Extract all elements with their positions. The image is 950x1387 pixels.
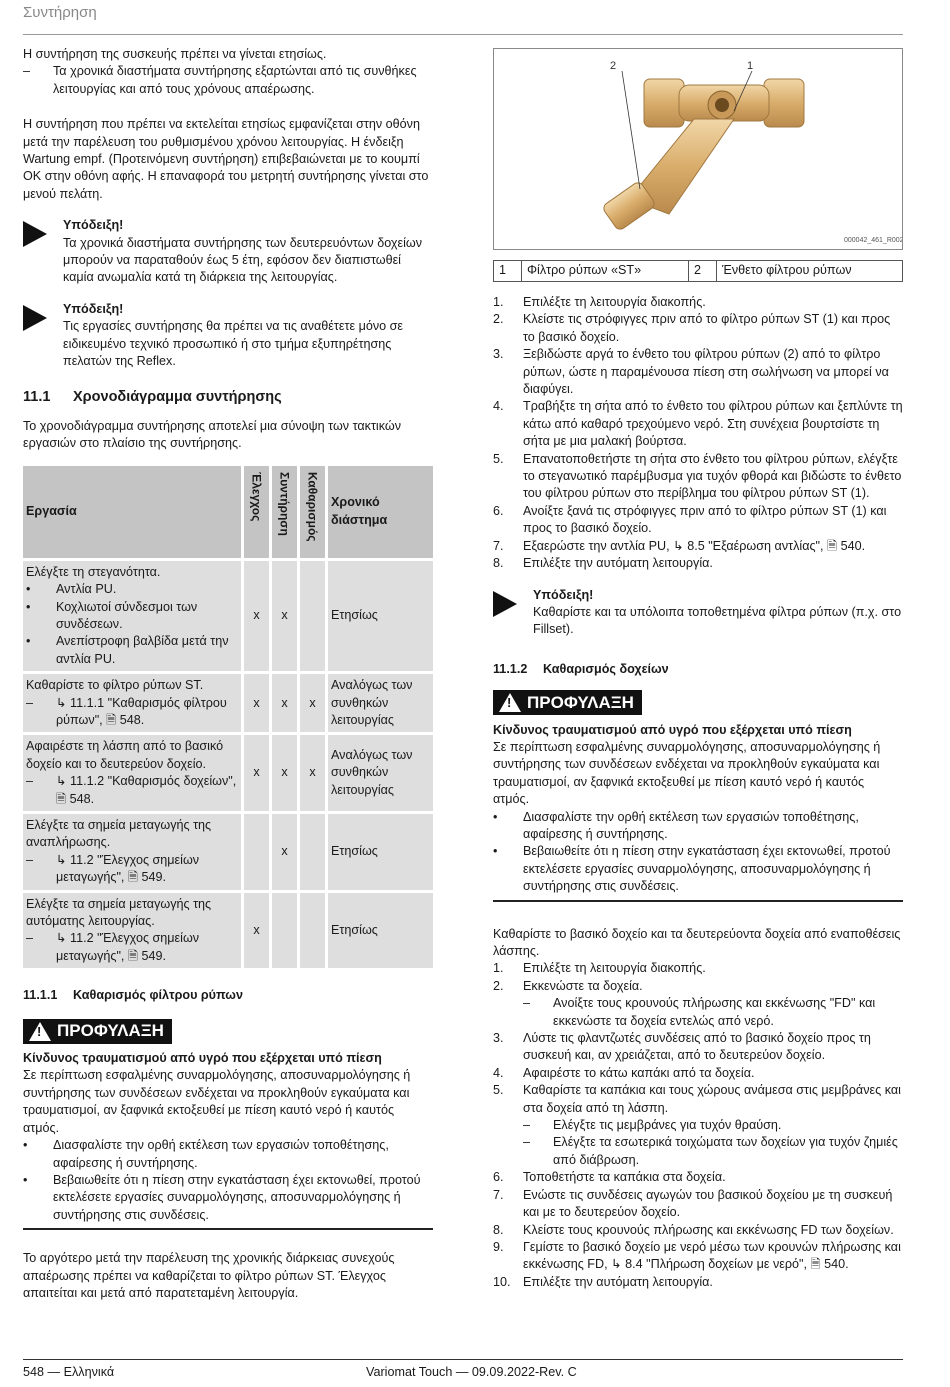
strainer-figure — [493, 48, 903, 250]
step-item: 1. Επιλέξτε τη λειτουργία διακοπής. — [493, 295, 706, 309]
warning-box: ! ΠΡΟΦΥΛΑΞΗ Κίνδυνος τραυματισμού από υγρό που εξέρχεται υπό πίεση Σε περίπτωση εσφαλμένης συναρμολόγησης, αποσυναρμολόγησης ή συντήρησης των συνδέσεων ενδέχεται να προκληθούν εγκαύματα και τραυματισμοί, αν ξαφνικά εκτοξευθεί με πίεση καυτό νερό ή καυτός ατμός. • Διασφαλίστε την ορθή εκτέλεση των εργασιών τοποθέτησης, αφαίρεσης ή συντήρησης. • Βεβαιωθείτε ότι η πίεση στην εγκατάσταση έχει εκτονωθεί, προτού εκτελέσετε εργασίες συναρμολόγησης, αποσυναρμολόγησης ή συντήρησης στις συνδέσεις. — [493, 690, 903, 901]
note-arrow-icon — [493, 587, 533, 639]
cross-reference-link[interactable]: Γεμίστε το βασικό δοχείο με νερό μέσω των κρουνών πλήρωσης και εκκένωσης FD, ↳ 8.4 "Πλήρωση δοχείων με νερό", 🗎 540. — [523, 1239, 901, 1272]
th-maintenance: Συντήρηση — [277, 471, 292, 536]
note-arrow-icon — [23, 301, 63, 371]
schedule-intro: Το χρονοδιάγραμμα συντήρησης αποτελεί μια σύνοψη των τακτικών εργασιών στο πλαίσιο της συντήρησης. — [23, 418, 401, 451]
heading-11-1-1: 11.1.1 Καθαρισμός φίλτρου ρύπων — [23, 988, 243, 1003]
warning-badge: ! ΠΡΟΦΥΛΑΞΗ — [493, 690, 642, 715]
section-header: Συντήρηση — [23, 4, 97, 21]
intro-paragraph: Η συντήρηση της συσκευής πρέπει να γίνεται ετησίως. — [23, 47, 327, 61]
table-row: Αφαιρέστε τη λάσπη από το βασικό δοχείο και το δευτερεύον δοχείο. – ↳ 11.1.2 "Καθαρισμός δοχείων", 🗎 548. x x x Αναλόγως των συνθηκών λειτουργίας — [23, 735, 433, 811]
right-column — [493, 46, 903, 1291]
figure-legend: 1 Φίλτρο ρύπων «ST» 2 Ένθετο φίλτρου ρύπων — [493, 260, 903, 282]
intro-dash-item: – Τα χρονικά διαστήματα συντήρησης εξαρτώνται από τις συνθήκες λειτουργίας και από τους χρόνους απαέρωσης. — [23, 64, 417, 96]
footer-divider — [23, 1359, 903, 1360]
footer-doc: Variomat Touch — 09.09.2022-Rev. C — [366, 1365, 577, 1379]
figure-label-1: 1 — [747, 60, 754, 72]
filter-paragraph: Το αργότερο μετά την παρέλευση της χρονικής διάρκειας συνεχούς απαέρωσης πρέπει να καθαρίζεται το φίλτρο ρύπων ST. Έλεγχος απαιτείται και μετά από παρατεταμένη λειτουργία. — [23, 1251, 395, 1300]
heading-11-1-2: 11.1.2 Καθαρισμός δοχείων — [493, 661, 669, 676]
cross-reference-link[interactable]: ↳ 11.1.2 "Καθαρισμός δοχείων", 🗎 548. — [56, 774, 237, 806]
vessels-paragraph: Καθαρίστε το βασικό δοχείο και τα δευτερεύοντα δοχεία από εναποθέσεις λάσπης. — [493, 926, 901, 958]
heading-11-1: 11.1 Χρονοδιάγραμμα συντήρησης — [23, 388, 282, 405]
strainer-illustration — [494, 49, 902, 249]
figure-code: 000042_461_R002 — [844, 237, 902, 244]
th-check: Έλεγχος — [249, 471, 264, 522]
warning-badge: ! ΠΡΟΦΥΛΑΞΗ — [23, 1019, 172, 1044]
header-divider — [23, 34, 903, 35]
note-arrow-icon — [23, 217, 63, 287]
cross-reference-link[interactable]: ↳ 11.2 "Έλεγχος σημείων μεταγωγής", 🗎 549. — [56, 931, 200, 963]
step-item: 5. Επανατοποθετήστε τη σήτα στο ένθετο του φίλτρου ρύπων, ελέγξτε το στεγανωτικό παρέμβυσμα για τυχόν φθορά και βιδώστε το ένθετο του φίλτρου ρύπων στο περίβλημα του φίλτρου ρύπων ST (1). — [493, 451, 902, 501]
maintenance-paragraph: Η συντήρηση που πρέπει να εκτελείται ετησίως εμφανίζεται στην οθόνη μετά την παρέλευση του ρυθμισμένου χρόνου λειτουργίας. Η ένδειξη Wartung empf. (Προτεινόμενη συντήρηση) επιβεβαιώνεται με το κουμπί OK στην οθόνη αφής. Η επαναφορά του μετρητή συντήρησης γίνεται στο μενού πελάτη. — [23, 117, 429, 201]
warning-box: ! ΠΡΟΦΥΛΑΞΗ Κίνδυνος τραυματισμού από υγρό που εξέρχεται υπό πίεση Σε περίπτωση εσφαλμένης συναρμολόγησης, αποσυναρμολόγησης ή συντήρησης των συνδέσεων ενδέχεται να προκληθούν εγκαύματα και τραυματισμοί, αν ξαφνικά εκτοξευθεί με πίεση καυτό νερό ή καυτός ατμός. • Διασφαλίστε την ορθή εκτέλεση των εργασιών τοποθέτησης, αφαίρεσης ή συντήρησης. • Βεβαιωθείτε ότι η πίεση στην εγκατάσταση έχει εκτονωθεί, προτού εκτελέσετε εργασίες συναρμολόγησης, αποσυναρμολόγησης ή συντήρησης στις συνδέσεις. — [23, 1019, 433, 1230]
table-row: Καθαρίστε το φίλτρο ρύπων ST. – ↳ 11.1.1 "Καθαρισμός φίλτρου ρύπων", 🗎 548. x x x Αναλόγως των συνθηκών λειτουργίας — [23, 674, 433, 732]
left-column — [23, 46, 433, 1302]
warning-icon: ! — [29, 1022, 51, 1041]
vessel-steps: 1. Επιλέξτε τη λειτουργία διακοπής. 2. Εκκενώστε τα δοχεία. – Ανοίξτε τους κρουνούς πλήρωσης και εκκένωσης "FD" και εκκενώστε τα δοχεία εντελώς από νερό. 3. Λύστε τις φλαντζωτές συνδέσεις από το βασικό δοχείο προς τη συσκευή και, αν χρειάζεται, από το δευτερεύον δοχείο. 4. Αφαιρέστε το κάτω καπάκι από τα δοχεία. 5. Καθαρίστε τα καπάκια και τους χώρους ανάμεσα στις μεμβράνες και στα δοχεία από τη λάσπη. – Ελέγξτε τις μεμβράνες για τυχόν θραύση. – Ελέγξτε τα εσωτερικά τοιχώματα των δοχείων για τυχόν ζημιές από διάβρωση. 6. Τοποθετήστε τα καπάκια στα δοχεία. 7. Ενώστε τις συνδέσεις αγωγών του βασικού δοχείου με τη συσκευή και με το δευτερεύον δοχείο. 8. Κλείστε τους κρουνούς πλήρωσης και εκκένωσης FD των δοχείων. 9. Γεμίστε το βασικό δοχείο με νερό μέσω των κρουνών πλήρωσης και εκκένωσης FD, ↳ 8.4 "Πλήρωση δοχείων με νερό", 🗎 540. 10. Επιλέξτε την αυτόματη λειτουργία. — [493, 960, 903, 1291]
step-item: 6. Ανοίξτε ξανά τις στρόφιγγες πριν από το φίλτρο ρύπων ST (1) και προς το βασικό δοχείο. — [493, 503, 887, 536]
step-item: 7. Εξαερώστε την αντλία PU, ↳ 8.5 "Εξαέρωση αντλίας", 🗎 540. — [493, 538, 866, 553]
th-interval: Χρονικό διάστημα — [328, 466, 433, 558]
note-3: Υπόδειξη! Καθαρίστε και τα υπόλοιπα τοποθετημένα φίλτρα ρύπων (π.χ. στο Fillset). — [493, 587, 903, 639]
figure-label-2: 2 — [610, 60, 617, 72]
step-item: 3. Ξεβιδώστε αργά το ένθετο του φίλτρου ρύπων (2) από το φίλτρο ρύπων, ώστε η παραμένουσα πίεση στη σωλήνωση να μπορεί να διαφύγει. — [493, 347, 889, 397]
table-row: Ελέγξτε τα σημεία μεταγωγής της αυτόματης λειτουργίας. – ↳ 11.2 "Έλεγχος σημείων μεταγωγής", 🗎 549. x Ετησίως — [23, 893, 433, 969]
cross-reference-link[interactable]: ↳ 11.2 "Έλεγχος σημείων μεταγωγής", 🗎 549. — [56, 852, 200, 885]
step-item: 2. Κλείστε τις στρόφιγγες πριν από το φίλτρο ρύπων ST (1) και προς το βασικό δοχείο. — [493, 312, 891, 344]
filter-steps — [493, 294, 903, 573]
note-2: Υπόδειξη! Τις εργασίες συντήρησης θα πρέπει να τις αναθέτετε μόνο σε ειδικευμένο τεχνικό προσωπικό ή στο τμήμα εξυπηρέτησης πελατών της Reflex. — [23, 301, 433, 371]
footer-page: 548 — Ελληνικά — [23, 1365, 115, 1379]
th-cleaning: Καθαρισμός — [305, 471, 320, 542]
maintenance-table — [20, 463, 436, 972]
th-task: Εργασία — [23, 466, 241, 558]
step-item: 8. Επιλέξτε την αυτόματη λειτουργία. — [493, 556, 713, 571]
cross-reference-link[interactable]: ↳ 11.1.1 "Καθαρισμός φίλτρου ρύπων", 🗎 548. — [56, 695, 227, 727]
warning-icon: ! — [499, 693, 521, 712]
note-1: Υπόδειξη! Τα χρονικά διαστήματα συντήρησης των δευτερευόντων δοχείων μπορούν να παραταθούν έως 5 έτη, εφόσον δεν διαπιστωθεί καμία ανωμαλία κατά τη διάρκεια της λειτουργίας. — [23, 217, 433, 287]
step-item: 4. Τραβήξτε τη σήτα από το ένθετο του φίλτρου ρύπων και ξεπλύντε τη κάτω από καθαρό τρεχούμενο νερό. Στη συνέχεια βουρτσίστε τη σήτα με μια μαλακή βούρτσα. — [493, 399, 903, 449]
table-row: Ελέγξτε τη στεγανότητα. • Αντλία PU. • Κοχλιωτοί σύνδεσμοι των συνδέσεων. • Ανεπίστροφη βαλβίδα μετά την αντλία PU. x x Ετησίως — [23, 561, 433, 671]
table-row: Ελέγξτε τα σημεία μεταγωγής της αναπλήρωσης. – ↳ 11.2 "Έλεγχος σημείων μεταγωγής", 🗎 549. x Ετησίως — [23, 814, 433, 890]
